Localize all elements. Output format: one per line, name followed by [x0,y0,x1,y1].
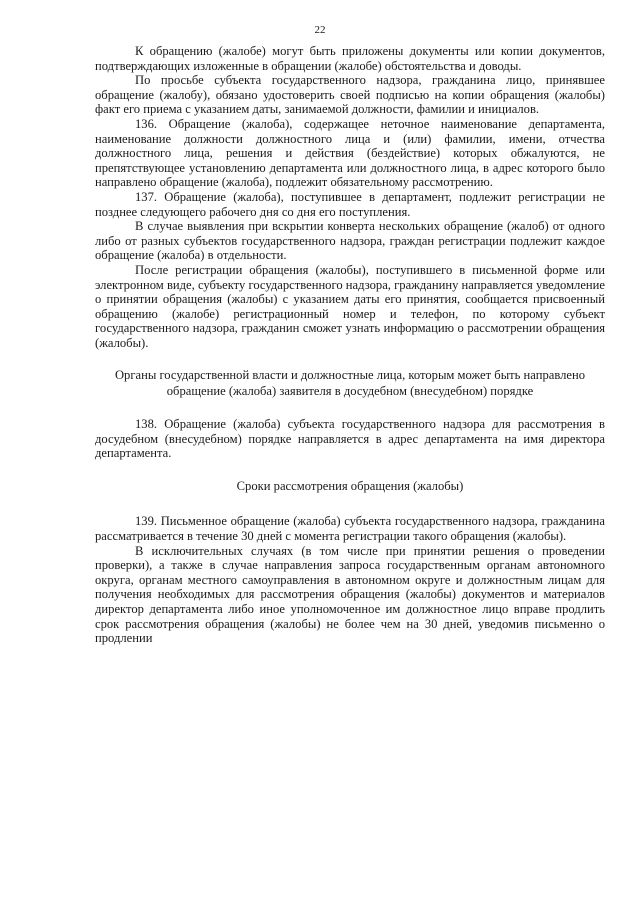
paragraph-copy-certification: По просьбе субъекта государственного надзора, гражданина лицо, принявшее обращение (жалобу), обязано удостоверить своей подписью на копии обращения (жалобы) факт его приема с указанием даты, занимаемой должности, фамилии и инициалов. [95,73,605,117]
page-number: 22 [314,24,326,36]
section-heading-deadlines: Сроки рассмотрения обращения (жалобы) [236,479,464,494]
paragraph-multiple-complaints: В случае выявления при вскрытии конверта нескольких обращение (жалоб) от одного либо от разных субъектов государственного надзора, граждан регистрации подлежит каждое обращение (жалоба) в отдельности. [95,219,605,263]
paragraph-registration-notice: После регистрации обращения (жалобы), поступившего в письменной форме или электронном виде, субъекту государственного надзора, гражданину направляется уведомление о принятии обращения (жалобы) с указанием даты его принятия, сообщается присвоенный обращению (жалобе) регистрационный номер и телефон, по которому субъект государственного надзора, гражданин сможет узнать информацию о рассмотрении обращения (жалобы). [95,262,605,350]
paragraph-136: 136. Обращение (жалоба), содержащее неточное наименование департамента, наименование должности должностного лица и (или) фамилии, имени, отчества должностного лица, решения и действия (бездействие) которых обжалуются, не препятствующее установлению департамента или должностного лица, в адрес которого было направлено обращение (жалоба), подлежит обязательному рассмотрению. [95,116,605,190]
document-body [95,44,605,646]
paragraph-attachments: К обращению (жалобе) могут быть приложены документы или копии документов, подтверждающих изложенные в обращении (жалобе) обстоятельства и доводы. [95,44,605,73]
paragraph-138: 138. Обращение (жалоба) субъекта государственного надзора для рассмотрения в досудебном (внесудебном) порядке направляется в адрес департамента на имя директора департамента. [95,417,605,461]
section-heading-authorities: Органы государственной власти и должностные лица, которым может быть направлено обращение (жалоба) заявителя в досудебном (внесудебном) порядке [114,368,586,398]
paragraph-137: 137. Обращение (жалоба), поступившее в департамент, подлежит регистрации не позднее следующего рабочего дня со дня его поступления. [95,189,605,219]
paragraph-139: 139. Письменное обращение (жалоба) субъекта государственного надзора, гражданина рассматривается в течение 30 дней с момента регистрации такого обращения (жалобы). [95,514,605,544]
paragraph-exceptional-cases: В исключительных случаях (в том числе при принятии решения о проведении проверки), а также в случае направления запроса государственным органам автономного округа, органам местного самоуправления в автономном округе и должностным лицам для получения необходимых для рассмотрения обращения (жалобы) документов и материалов директор департамента либо иное уполномоченное им должностное лицо вправе продлить срок рассмотрения обращения (жалобы) не более чем на 30 дней, уведомив письменно о продлении [95,543,605,646]
